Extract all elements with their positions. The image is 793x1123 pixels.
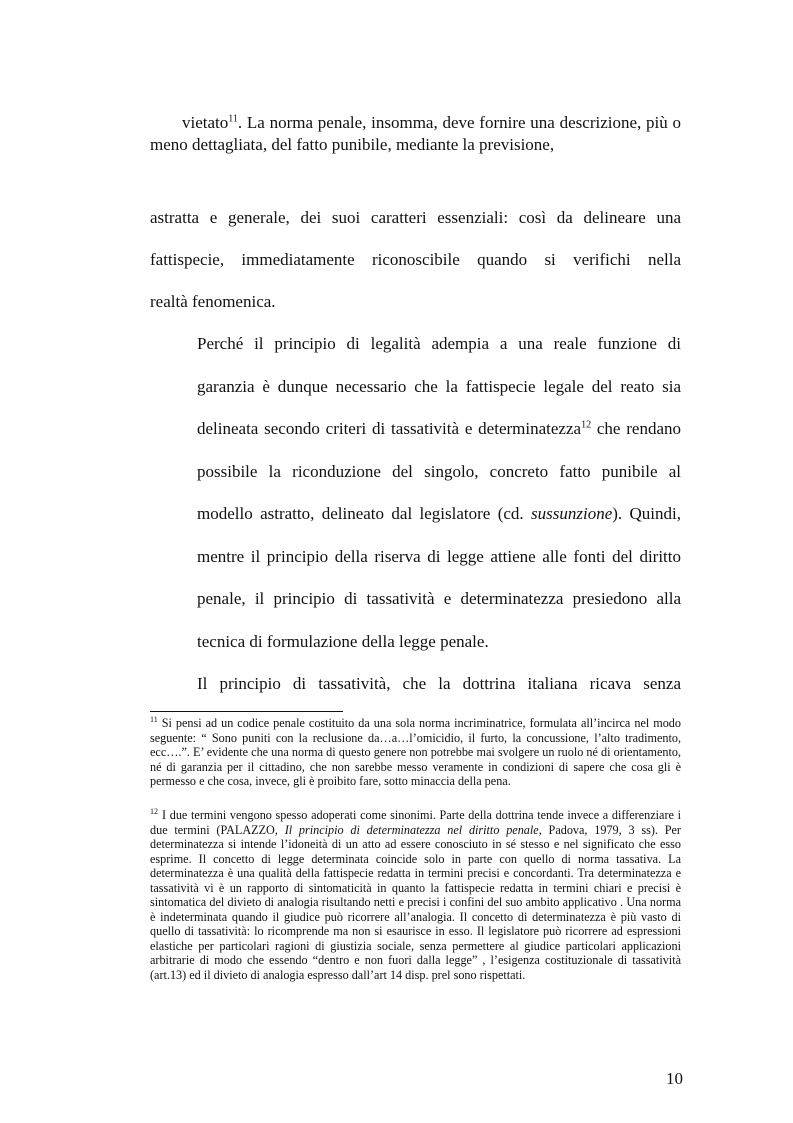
page-number: 10 xyxy=(666,1069,683,1088)
paragraph-3-text: ). Quindi, xyxy=(612,504,681,523)
paragraph-3-line: Perché il principio di legalità adempia a una reale funzione di xyxy=(197,334,681,353)
paragraph-3-line: mentre il principio della riserva di legge attiene alle fonti del diritto xyxy=(197,546,681,566)
footnote-separator xyxy=(150,711,343,712)
cited-work-title: Il principio di determinatezza nel diritto penale xyxy=(284,822,539,837)
footnote-number: 11 xyxy=(150,714,158,724)
paragraph-3-line: penale, il principio di tassatività e determinatezza presiedono alla xyxy=(197,589,681,608)
paragraph-2-line: fattispecie, immediatamente riconoscibile quando si verifichi nella xyxy=(150,250,681,269)
paragraph-4 xyxy=(150,663,681,705)
footnote-text: Si pensi ad un codice penale costituito da una sola norma incriminatrice, formulata all’incirca nel modo seguente: “ Sono puniti con la reclusione da…a…l’omicidio, il furto, la concussione, l’alto tradimento, ecc….”. E’ evidente che una norma di questo genere non potrebbe mai svolgere un ruolo né di orientamento, né di garanzia per il cittadino, che non sarebbe messo veramente in condizioni di sapere che cosa gli è permesso e che cosa, invece, gli è proibito fare, sotto minaccia della pena. xyxy=(150,716,681,788)
footnote-number: 12 xyxy=(150,806,158,816)
paragraph-2 xyxy=(150,197,681,323)
paragraph-3-text: delineata secondo criteri di tassatività e determinatezza xyxy=(197,419,582,438)
footnote-text: I due termini vengono spesso adoperati come sinonimi. Parte della dottrina tende invece a differenziare i due termini (PALAZZO, xyxy=(150,808,681,837)
paragraph-3-text: modello astratto, delineato dal legislatore (cd. xyxy=(197,504,532,523)
footnote-12 xyxy=(150,808,681,982)
footnote-11 xyxy=(150,716,681,789)
paragraph-3 xyxy=(150,323,681,663)
footnote-ref-11[interactable]: 11 xyxy=(228,113,238,125)
paragraph-3-line xyxy=(150,493,681,536)
paragraph-3-line: garanzia è dunque necessario che la fattispecie legale del reato sia xyxy=(197,376,681,396)
footnote-text: , Padova, 1979, 3 ss). Per determinatezza si intende l’idoneità di un atto ad essere conosciuto in sé stesso e nel significato che esso esprime. Il concetto di legge determinata coincide solo in parte con quello di norma tassativa. La determinatezza è una qualità della fattispecie redatta in termini precisi e concordanti. Tra determinatezza e tassatività vi è un rapporto di sintomaticità in quanto la fattispecie redatta in termini chiari e precisi è sintomatica del divieto di analogia risultando netti e precisi i confini del suo ambito applicativo . Una norma è indeterminata quando il giudice può ricorrere all’analogia. Il concetto di determinatezza è più vasto di quello di tassatività: lo ricomprende ma non si esaurisce in esso. Il legislatore può ricorrere ad espressioni elastiche per particolari ragioni di giustizia sociale, senza permettere al giudice particolari applicazioni arbitrarie di modo che essendo “dentro e non fuori dalla legge” , l’esigenza costituzionale di tassatività (art.13) ed il divieto di analogia espresso dall’art 14 disp. prel sono rispettati. xyxy=(150,822,681,982)
paragraph-3-text: che rendano xyxy=(591,419,682,438)
sussunzione-term: sussunzione xyxy=(531,504,613,523)
paragraph-3-line xyxy=(150,408,681,451)
paragraph-3-line: tecnica di formulazione della legge penale. xyxy=(197,631,489,651)
paragraph-3-line: possibile la riconduzione del singolo, concreto fatto punibile al xyxy=(197,461,681,481)
paragraph-1 xyxy=(150,112,681,155)
paragraph-1-lead: vietato xyxy=(182,113,229,132)
paragraph-4-line: Il principio di tassatività, che la dottrina italiana ricava senza xyxy=(197,674,681,693)
paragraph-2-line: realtà fenomenica. xyxy=(150,292,276,311)
paragraph-1-rest: . La norma penale, insomma, deve fornire una descrizione, più o meno dettagliata, del fatto punibile, mediante la previsione, xyxy=(150,113,681,154)
paragraph-2-line: astratta e generale, dei suoi caratteri essenziali: così da delineare una xyxy=(150,208,681,227)
footnote-ref-12[interactable]: 12 xyxy=(581,419,592,431)
